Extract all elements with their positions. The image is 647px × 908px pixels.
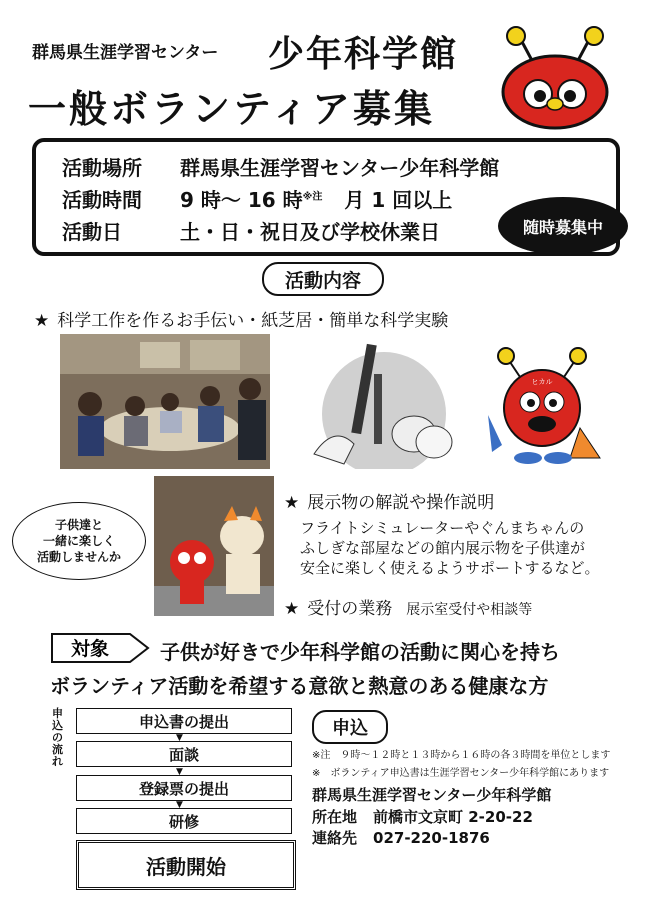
activity-item-2: [284, 488, 494, 513]
mascots-photo-scene: [154, 476, 274, 616]
mascot-hikaru-illustration: [492, 24, 618, 130]
info-row-place: [62, 152, 499, 181]
flow-arrow-icon: ▼: [176, 800, 183, 810]
time-frequency: 月 1 回以上: [344, 188, 453, 212]
phone-row: [312, 827, 490, 848]
activity-item-1: [34, 306, 448, 331]
target-label-text: 対象: [70, 638, 110, 660]
phone-label: 連絡先: [312, 829, 358, 847]
activities-section-title: 活動内容: [262, 262, 384, 296]
item2-desc-line-3: 安全に楽しく使えるようサポートするなど。: [300, 559, 600, 577]
target-line-1: 子供が好きで少年科学館の活動に関心を持ち: [160, 640, 560, 664]
item2-desc-line-2: ふしぎな部屋などの館内展示物を子供達が: [300, 539, 586, 557]
activity-item-3-title: 受付の業務: [307, 599, 393, 619]
activity-item-2-title: 展示物の解説や操作説明: [307, 493, 495, 513]
mascot-with-flask-illustration: [488, 340, 608, 470]
place-label: 活動場所: [62, 156, 142, 180]
flow-step-start: 活動開始: [76, 840, 296, 890]
address-value: 前橋市文京町 2-20-22: [373, 808, 533, 826]
target-label-arrow: [50, 632, 150, 664]
flow-step-registration: 登録票の提出: [76, 775, 292, 801]
address-row: [312, 806, 533, 827]
bubble-line-3: 活動しませんか: [36, 550, 121, 564]
flow-arrow-icon: ▼: [176, 733, 183, 743]
star-icon: ★: [34, 311, 50, 331]
days-value: 土・日・祝日及び学校休業日: [180, 220, 440, 244]
flow-step-application: 申込書の提出: [76, 708, 292, 734]
note-1: ※注 ９時～１２時と１３時から１６時の各３時間を単位とします: [312, 750, 611, 761]
illustration-science-experiment: [304, 334, 464, 469]
speech-bubble: [12, 502, 146, 580]
title-volunteer-recruit: 一般ボランティア募集: [28, 87, 435, 131]
item2-desc-line-1: フライトシミュレーターやぐんまちゃんの: [300, 519, 585, 537]
experiment-drawing: [304, 334, 464, 469]
flow-step-training: 研修: [76, 808, 292, 834]
info-row-days: [62, 216, 440, 245]
bubble-line-2: 一緒に楽しく: [42, 534, 115, 548]
time-value: 9 時～ 16 時: [180, 188, 303, 212]
target-line-2: ボランティア活動を希望する意欲と熱意のある健康な方: [50, 674, 549, 698]
organization-name: 群馬県生涯学習センター: [32, 43, 219, 63]
activity-item-3-description: 展示室受付や相談等: [406, 602, 533, 618]
time-note-mark: ※注: [302, 191, 323, 203]
apply-title: 申込: [312, 710, 388, 744]
recruiting-badge: 随時募集中: [498, 197, 628, 255]
title-science-museum: 少年科学館: [268, 34, 459, 75]
place-value: 群馬県生涯学習センター少年科学館: [180, 156, 500, 180]
time-label: 活動時間: [62, 188, 142, 212]
photo-crafting-with-children: [60, 334, 270, 469]
flow-arrow-icon: ▼: [176, 767, 183, 777]
flow-step-interview: 面談: [76, 741, 292, 767]
apply-org: 群馬県生涯学習センター少年科学館: [312, 786, 552, 804]
info-row-time: [62, 184, 452, 213]
activity-item-2-description: [300, 518, 600, 578]
activity-item-3: [284, 594, 532, 619]
star-icon: ★: [284, 599, 300, 619]
star-icon: ★: [284, 493, 300, 513]
bubble-line-1: 子供達と: [54, 518, 103, 532]
mascot-name-label: ヒカル: [531, 378, 553, 386]
photo-mascot-costumes: [154, 476, 274, 616]
note-2: ※ ボランティア申込書は生涯学習センター少年科学館にあります: [312, 768, 610, 779]
phone-value: 027-220-1876: [373, 829, 490, 847]
address-label: 所在地: [312, 808, 358, 826]
days-label: 活動日: [62, 220, 122, 244]
activity-item-1-text: 科学工作を作るお手伝い・紙芝居・簡単な科学実験: [57, 311, 449, 331]
flow-vertical-label: 申込の流れ: [52, 707, 63, 768]
photo-crafting-scene: [60, 334, 270, 469]
